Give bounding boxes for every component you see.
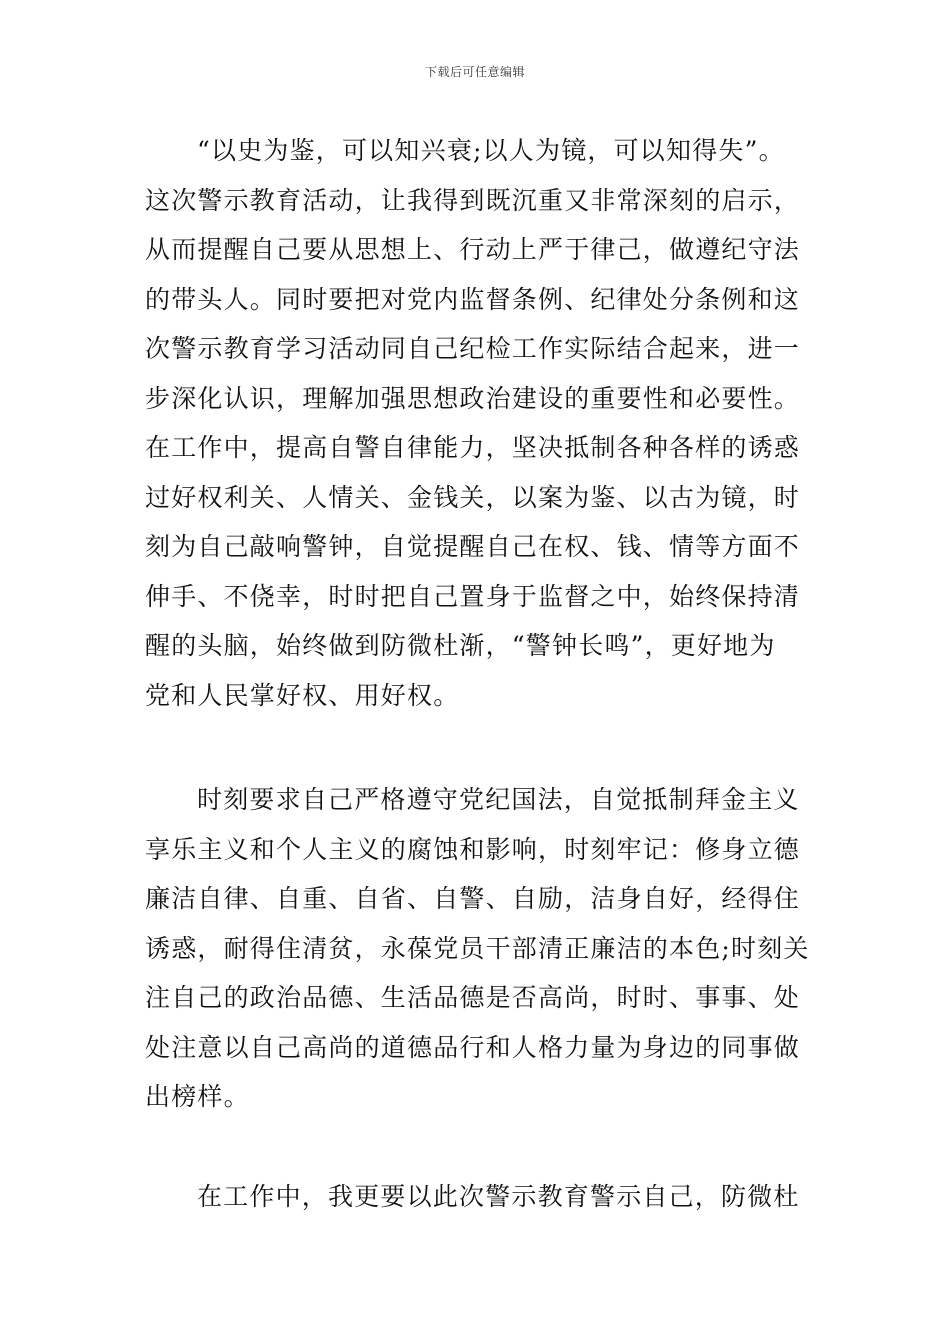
paragraph-line: 廉洁自律、自重、自省、自警、自励，洁身自好，经得住 bbox=[145, 884, 801, 913]
paragraph-line: 从而提醒自己要从思想上、行动上严于律己，做遵纪守法 bbox=[145, 235, 801, 264]
paragraph-line: 醒的头脑，始终做到防微杜渐，“警钟长鸣”，更好地为 bbox=[145, 631, 776, 660]
paragraph-line: 时刻要求自己严格遵守党纪国法，自觉抵制拜金主义 bbox=[197, 785, 800, 814]
paragraph-line: “以史为鉴，可以知兴衰;以人为镜，可以知得失”。 bbox=[197, 136, 785, 165]
paragraph-line: 这次警示教育活动，让我得到既沉重又非常深刻的启示， bbox=[145, 186, 801, 215]
page-header: 下载后可任意编辑 bbox=[424, 65, 525, 79]
paragraph-line: 刻为自己敲响警钟，自觉提醒自己在权、钱、情等方面不 bbox=[145, 532, 801, 561]
paragraph-line: 过好权利关、人情关、金钱关，以案为鉴、以古为镜，时 bbox=[145, 483, 801, 512]
paragraph-line: 在工作中，提高自警自律能力，坚决抵制各种各样的诱惑 bbox=[145, 433, 801, 462]
paragraph-line: 注自己的政治品德、生活品德是否高尚，时时、事事、处 bbox=[145, 983, 801, 1012]
paragraph-line: 诱惑，耐得住清贫，永葆党员干部清正廉洁的本色;时刻关 bbox=[145, 934, 810, 963]
paragraph-line: 的带头人。同时要把对党内监督条例、纪律处分条例和这 bbox=[145, 285, 801, 314]
paragraph-line: 在工作中，我更要以此次警示教育警示自己，防微杜 bbox=[197, 1182, 800, 1211]
paragraph-line: 出榜样。 bbox=[145, 1082, 250, 1111]
paragraph-line: 党和人民掌好权、用好权。 bbox=[145, 681, 460, 710]
paragraph-line: 享乐主义和个人主义的腐蚀和影响，时刻牢记：修身立德 bbox=[145, 835, 801, 864]
paragraph-line: 步深化认识，理解加强思想政治建设的重要性和必要性。 bbox=[145, 384, 801, 413]
paragraph-line: 伸手、不侥幸，时时把自己置身于监督之中，始终保持清 bbox=[145, 582, 801, 611]
paragraph-line: 次警示教育学习活动同自己纪检工作实际结合起来，进一 bbox=[145, 334, 801, 363]
paragraph-line: 处注意以自己高尚的道德品行和人格力量为身边的同事做 bbox=[145, 1033, 801, 1062]
